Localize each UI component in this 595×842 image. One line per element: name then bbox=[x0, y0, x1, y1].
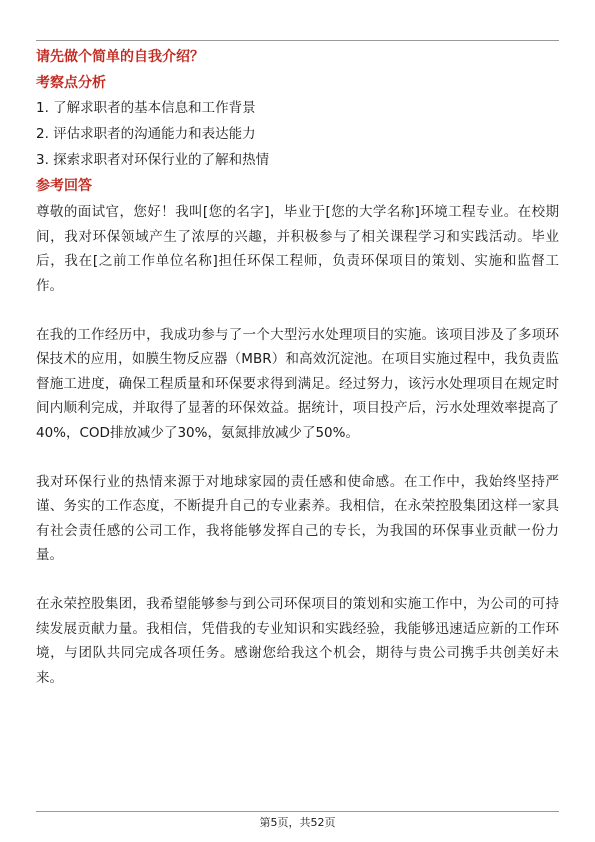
answer-paragraph: 在我的工作经历中，我成功参与了一个大型污水处理项目的实施。该项目涉及了多项环保技术的应用，如膜生物反应器（MBR）和高效沉淀池。在项目实施过程中，我负责监督施工进度，确保工程质量和环保要求得到满足。经过努力，该污水处理项目在规定时间内顺利完成，并取得了显著的环保效益。据统计，项目投产后，污水处理效率提高了40%，COD排放减少了30%，氨氮排放减少了50%。 bbox=[36, 326, 559, 441]
answer-paragraph: 我对环保行业的热情来源于对地球家园的责任感和使命感。在工作中，我始终坚持严谨、务实的工作态度，不断提升自己的专业素养。我相信，在永荣控股集团这样一家具有社会责任感的公司工作，我将能够发挥自己的专长，为我国的环保事业贡献一份力量。 bbox=[36, 473, 559, 563]
page-number: 第5页，共52页 bbox=[259, 816, 336, 829]
analysis-point: 2. 评估求职者的沟通能力和表达能力 bbox=[36, 126, 256, 142]
answer-paragraph: 尊敬的面试官，您好！我叫[您的名字]，毕业于[您的大学名称]环境工程专业。在校期间，我对环保领域产生了浓厚的兴趣，并积极参与了相关课程学习和实践活动。毕业后，我在[之前工作单位名称]担任环保工程师，负责环保项目的策划、实施和监督工作。 bbox=[36, 204, 559, 294]
footer-divider bbox=[36, 811, 559, 812]
question-title: 请先做个简单的自我介绍？ bbox=[36, 49, 204, 65]
answer-paragraph: 在永荣控股集团，我希望能够参与到公司环保项目的策划和实施工作中，为公司的可持续发展贡献力量。我相信，凭借我的专业知识和实践经验，我能够迅速适应新的工作环境，与团队共同完成各项任务。感谢您给我这个机会，期待与贵公司携手共创美好未来。 bbox=[36, 596, 559, 686]
page-content bbox=[36, 46, 559, 690]
analysis-point: 1. 了解求职者的基本信息和工作背景 bbox=[36, 100, 256, 116]
header-divider bbox=[36, 40, 559, 41]
analysis-heading: 考察点分析 bbox=[36, 75, 106, 91]
answer-heading: 参考回答 bbox=[36, 178, 92, 194]
analysis-point: 3. 探索求职者对环保行业的了解和热情 bbox=[36, 152, 270, 168]
